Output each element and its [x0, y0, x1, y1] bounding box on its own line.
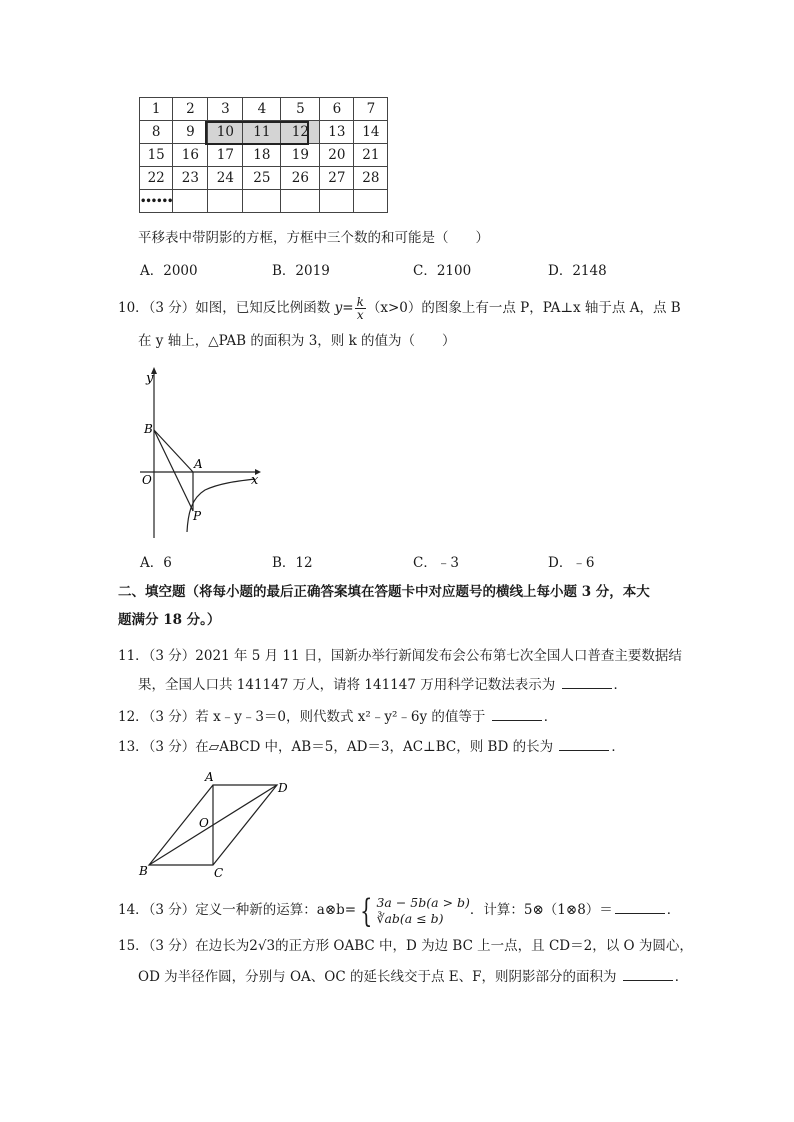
- q15-line2: OD 为半径作圆，分别与 OA、OC 的延长线交于点 E、F，则阴影部分的面积为 ．: [138, 966, 688, 987]
- q13-answer-blank[interactable]: [559, 736, 609, 751]
- q13-parallelogram-figure: [135, 765, 305, 883]
- hyperbola-curve: [187, 479, 255, 532]
- label-a: A: [205, 770, 214, 784]
- calendar-cell: 24: [208, 167, 243, 190]
- calendar-row: [140, 144, 388, 167]
- calendar-cell: 10: [208, 121, 243, 144]
- calendar-cell: 8: [140, 121, 173, 144]
- label-b: B: [139, 864, 148, 878]
- q14-answer-blank[interactable]: [615, 899, 665, 914]
- segment-bp: [154, 430, 193, 511]
- calendar-cell: 12: [281, 121, 320, 144]
- calendar-cell: [320, 190, 354, 213]
- q9-option-d: D．2148: [548, 263, 607, 279]
- calendar-cell: 15: [140, 144, 173, 167]
- calendar-cell: 22: [140, 167, 173, 190]
- label-b: B: [144, 422, 153, 436]
- q9-option-a: A．2000: [140, 263, 198, 279]
- calendar-cell: 2: [173, 98, 208, 121]
- segment-ba: [154, 430, 193, 472]
- calendar-cell: 14: [354, 121, 388, 144]
- q9-stem: 平移表中带阴影的方框，方框中三个数的和可能是（ ）: [138, 230, 489, 246]
- calendar-cell: 18: [243, 144, 281, 167]
- label-y: y: [146, 371, 154, 386]
- label-o: O: [199, 816, 209, 830]
- calendar-cell: ••••••: [140, 190, 173, 213]
- calendar-cell: [173, 190, 208, 213]
- calendar-cell: 4: [243, 98, 281, 121]
- calendar-cell: 23: [173, 167, 208, 190]
- calendar-cell: [208, 190, 243, 213]
- q9-option-c: C．2100: [413, 263, 472, 279]
- calendar-cell: 21: [354, 144, 388, 167]
- calendar-cell: 16: [173, 144, 208, 167]
- q14-text: 14．（3 分）定义一种新的运算：a⊗b= { 3a − 5b(a > b) ∛ab(a ≤ b) ．计算：5⊗（1⊗8）＝ ．: [118, 891, 681, 930]
- q10-func-y: y=: [334, 300, 354, 316]
- calendar-row: [140, 167, 388, 190]
- shaded-box-outline: [205, 121, 309, 145]
- calendar-cell: 11: [243, 121, 281, 144]
- calendar-cell: 9: [173, 121, 208, 144]
- calendar-table: [139, 97, 388, 213]
- q9-option-b: B．2019: [272, 263, 330, 279]
- calendar-cell: 26: [281, 167, 320, 190]
- section2-heading-line1: 二、填空题（将每小题的最后正确答案填在答题卡中对应题号的横线上每小题 3 分，本大: [118, 584, 650, 600]
- q10-line1: 10．（3 分）如图，已知反比例函数 y= $\frac{k}{x}$ （x>0）的图象上有一点 P，PA⊥x 轴于点 A，点 B: [118, 295, 681, 322]
- calendar-cell: 5: [281, 98, 320, 121]
- calendar-cell: 1: [140, 98, 173, 121]
- label-c: C: [214, 866, 224, 880]
- label-d: D: [278, 781, 288, 795]
- calendar-cell: [243, 190, 281, 213]
- calendar-cell: 28: [354, 167, 388, 190]
- q13-text: 13．（3 分）在▱ABCD 中，AB＝5，AD＝3，AC⊥BC，则 BD 的长为 ．: [118, 736, 625, 757]
- q10-fraction: $\frac{k}{x}$: [356, 295, 364, 322]
- calendar-cell: 17: [208, 144, 243, 167]
- q15-line1: 15．（3 分）在边长为2√3的正方形 OABC 中，D 为边 BC 上一点，且 CD＝2，以 O 为圆心，: [118, 938, 693, 954]
- calendar-cell: 27: [320, 167, 354, 190]
- section2-heading-line2: 题满分 18 分。）: [118, 612, 221, 628]
- q11-line1: 11．（3 分）2021 年 5 月 11 日，国新办举行新闻发布会公布第七次全国人口普查主要数据结: [118, 648, 682, 664]
- calendar-cell: 13: [320, 121, 354, 144]
- calendar-row: [140, 190, 388, 213]
- q10-option-d: D．﹣6: [548, 555, 595, 571]
- q15-answer-blank[interactable]: [623, 966, 673, 981]
- q10-figure: [130, 360, 270, 540]
- label-x: x: [251, 473, 259, 488]
- q11-answer-blank[interactable]: [562, 674, 612, 689]
- calendar-cell: 20: [320, 144, 354, 167]
- q10-option-a: A．6: [140, 555, 172, 571]
- q12-answer-blank[interactable]: [492, 706, 542, 721]
- q12-text: 12．（3 分）若 x﹣y﹣3＝0，则代数式 x²﹣y²﹣6y 的值等于 ．: [118, 706, 557, 727]
- calendar-cell: [281, 190, 320, 213]
- q11-line2: 果，全国人口共 141147 万人，请将 141147 万用科学记数法表示为 ．: [138, 674, 627, 695]
- calendar-cell: 3: [208, 98, 243, 121]
- calendar-cell: 19: [281, 144, 320, 167]
- brace-icon: {: [360, 891, 373, 930]
- calendar-cell: 25: [243, 167, 281, 190]
- label-o: O: [142, 473, 152, 487]
- q14-piecewise: 3a − 5b(a > b) ∛ab(a ≤ b): [376, 894, 470, 926]
- calendar-cell: [354, 190, 388, 213]
- q10-line2: 在 y 轴上，△PAB 的面积为 3，则 k 的值为（ ）: [138, 333, 456, 349]
- calendar-cell: 7: [354, 98, 388, 121]
- q10-option-c: C．﹣3: [413, 555, 459, 571]
- label-p: P: [193, 509, 202, 523]
- label-a: A: [194, 457, 203, 471]
- calendar-row: [140, 98, 388, 121]
- q10-option-b: B．12: [272, 555, 313, 571]
- calendar-cell: 6: [320, 98, 354, 121]
